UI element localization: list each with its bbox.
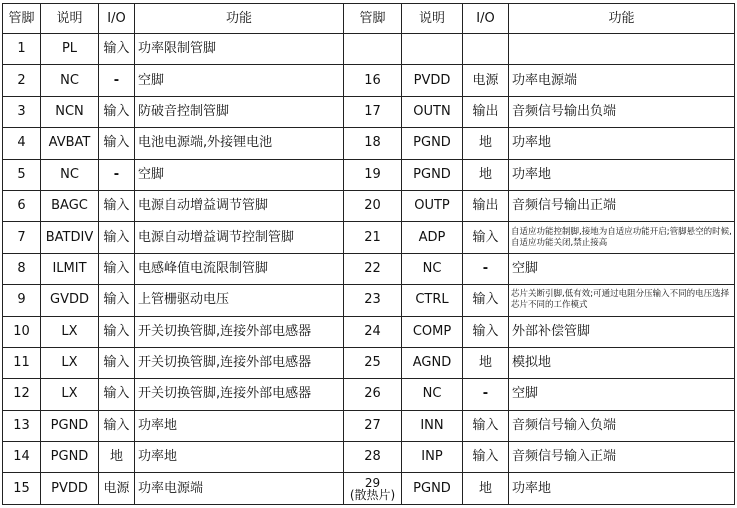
pin-io-right: - (463, 379, 509, 410)
table-row (3, 65, 735, 96)
header-func-right: 功能 (509, 4, 735, 34)
pin-io-right: 输入 (463, 442, 509, 473)
pin-name-right: COMP (402, 316, 463, 347)
pin-name-left: GVDD (41, 285, 99, 316)
pin-io-left: 输入 (99, 285, 135, 316)
pin-io-left: 输入 (99, 253, 135, 284)
pin-name-left: PGND (41, 410, 99, 441)
pin-number-note: (散热片) (349, 487, 396, 502)
pin-io-left: 输入 (99, 190, 135, 221)
pin-number-left: 1 (3, 34, 41, 65)
pin-function-right: 音频信号输出正端 (509, 190, 735, 221)
pin-number-left: 6 (3, 190, 41, 221)
table-row (3, 473, 735, 505)
table-row (3, 285, 735, 316)
pin-name-left: LX (41, 379, 99, 410)
pin-io-right: 输入 (463, 285, 509, 316)
pin-function-left: 开关切换管脚,连接外部电感器 (135, 347, 344, 378)
table-row (3, 347, 735, 378)
pin-number-right: 18 (344, 128, 402, 159)
pin-name-left: PVDD (41, 473, 99, 505)
pin-io-right: 地 (463, 128, 509, 159)
pin-number-left: 10 (3, 316, 41, 347)
pin-name-left: PGND (41, 442, 99, 473)
header-desc-left: 说明 (41, 4, 99, 34)
pin-function-left: 开关切换管脚,连接外部电感器 (135, 379, 344, 410)
header-pin-right: 管脚 (344, 4, 402, 34)
pin-io-left: 输入 (99, 379, 135, 410)
pin-io-left: 输入 (99, 410, 135, 441)
header-io-right: I/O (463, 4, 509, 34)
pin-number-left: 15 (3, 473, 41, 505)
pin-function-right: 音频信号输出负端 (509, 96, 735, 127)
pin-io-right: 输入 (463, 316, 509, 347)
pin-function-left: 开关切换管脚,连接外部电感器 (135, 316, 344, 347)
pin-io-left: 电源 (99, 473, 135, 505)
pin-io-left: 输入 (99, 34, 135, 65)
pin-number-right: 26 (344, 379, 402, 410)
pin-function-right: 模拟地 (509, 347, 735, 378)
pin-io-right: 地 (463, 473, 509, 505)
pin-io-left: 地 (99, 442, 135, 473)
pin-number-right: 25 (344, 347, 402, 378)
pin-function-left: 电源自动增益调节控制管脚 (135, 222, 344, 253)
pin-name-left: BATDIV (41, 222, 99, 253)
table-row (3, 379, 735, 410)
pin-io-right: 输入 (463, 410, 509, 441)
header-desc-right: 说明 (402, 4, 463, 34)
pin-name-right: PVDD (402, 65, 463, 96)
pin-io-left: 输入 (99, 316, 135, 347)
header-io-left: I/O (99, 4, 135, 34)
pin-function-left: 电池电源端,外接锂电池 (135, 128, 344, 159)
table-row (3, 316, 735, 347)
pin-name-left: NC (41, 159, 99, 190)
pin-number-left: 9 (3, 285, 41, 316)
pin-name-left: PL (41, 34, 99, 65)
table-header-row (3, 4, 735, 34)
pin-number-right: 27 (344, 410, 402, 441)
pin-number-right: 20 (344, 190, 402, 221)
header-pin-left: 管脚 (3, 4, 41, 34)
pin-io-right (463, 34, 509, 65)
pin-io-left: - (99, 65, 135, 96)
pin-function-left: 空脚 (135, 159, 344, 190)
pin-function-left: 功率限制管脚 (135, 34, 344, 65)
pin-name-left: LX (41, 316, 99, 347)
pin-io-right: 电源 (463, 65, 509, 96)
pin-number-right: 24 (344, 316, 402, 347)
pin-function-right: 空脚 (509, 253, 735, 284)
pin-name-left: NCN (41, 96, 99, 127)
pin-number-right: 21 (344, 222, 402, 253)
pin-function-right: 音频信号输入负端 (509, 410, 735, 441)
pin-number-left: 11 (3, 347, 41, 378)
pin-function-right: 自适应功能控制脚,接地为自适应功能开启;管脚悬空的时候,自适应功能关闭,禁止接高 (509, 222, 735, 253)
pin-number-value: 29 (364, 475, 381, 490)
pin-function-left: 上管栅驱动电压 (135, 285, 344, 316)
pin-name-left: BAGC (41, 190, 99, 221)
pin-number-right: 28 (344, 442, 402, 473)
pin-name-left: NC (41, 65, 99, 96)
pin-io-right: - (463, 253, 509, 284)
pin-function-right: 空脚 (509, 379, 735, 410)
pin-number-left: 2 (3, 65, 41, 96)
pin-number-left: 4 (3, 128, 41, 159)
pin-function-right: 功率电源端 (509, 65, 735, 96)
pin-function-right: 功率地 (509, 128, 735, 159)
pin-io-left: 输入 (99, 222, 135, 253)
pin-function-right (509, 34, 735, 65)
pin-number-left: 12 (3, 379, 41, 410)
pin-name-right: INN (402, 410, 463, 441)
pin-number-right: 22 (344, 253, 402, 284)
pin-function-right: 外部补偿管脚 (509, 316, 735, 347)
table-row (3, 442, 735, 473)
pin-number-left: 14 (3, 442, 41, 473)
pin-name-left: AVBAT (41, 128, 99, 159)
pin-function-left: 电源自动增益调节管脚 (135, 190, 344, 221)
pin-number-right (344, 34, 402, 65)
pin-number-right: 17 (344, 96, 402, 127)
pin-function-right: 音频信号输入正端 (509, 442, 735, 473)
pin-io-right: 输入 (463, 222, 509, 253)
table-row (3, 128, 735, 159)
table-row (3, 222, 735, 253)
table-row (3, 253, 735, 284)
pin-number-right: 16 (344, 65, 402, 96)
pin-io-left: 输入 (99, 347, 135, 378)
pin-number-left: 8 (3, 253, 41, 284)
pin-name-right: PGND (402, 159, 463, 190)
table-row (3, 190, 735, 221)
pin-number-right: 23 (344, 285, 402, 316)
pin-number-left: 5 (3, 159, 41, 190)
pin-name-left: LX (41, 347, 99, 378)
pin-io-right: 地 (463, 347, 509, 378)
table-body (3, 34, 735, 505)
pin-name-right: AGND (402, 347, 463, 378)
pin-number-left: 7 (3, 222, 41, 253)
pin-io-left: - (99, 159, 135, 190)
pin-name-right: OUTN (402, 96, 463, 127)
pin-number-right: 19 (344, 159, 402, 190)
pin-name-right: PGND (402, 128, 463, 159)
pin-name-right: OUTP (402, 190, 463, 221)
pin-function-left: 防破音控制管脚 (135, 96, 344, 127)
pin-function-left: 功率地 (135, 442, 344, 473)
pin-function-left: 功率电源端 (135, 473, 344, 505)
pin-name-right: ADP (402, 222, 463, 253)
pin-name-right: CTRL (402, 285, 463, 316)
pin-number-left: 3 (3, 96, 41, 127)
pin-name-right: NC (402, 379, 463, 410)
header-func-left: 功能 (135, 4, 344, 34)
pin-name-right: PGND (402, 473, 463, 505)
pin-io-left: 输入 (99, 128, 135, 159)
table-row (3, 96, 735, 127)
pin-function-left: 空脚 (135, 65, 344, 96)
pin-function-right: 功率地 (509, 473, 735, 505)
pin-name-right (402, 34, 463, 65)
pin-function-right: 功率地 (509, 159, 735, 190)
pin-name-right: NC (402, 253, 463, 284)
pin-name-left: ILMIT (41, 253, 99, 284)
pin-description-table (2, 3, 735, 505)
pin-name-right: INP (402, 442, 463, 473)
pin-number-right (344, 473, 402, 505)
pin-io-right: 输出 (463, 190, 509, 221)
table-row (3, 34, 735, 65)
pin-function-left: 功率地 (135, 410, 344, 441)
pin-function-left: 电感峰值电流限制管脚 (135, 253, 344, 284)
pin-io-left: 输入 (99, 96, 135, 127)
pin-number-left: 13 (3, 410, 41, 441)
table-row (3, 410, 735, 441)
table-row (3, 159, 735, 190)
pin-io-right: 输出 (463, 96, 509, 127)
pin-io-right: 地 (463, 159, 509, 190)
pin-function-right: 芯片关断引脚,低有效;可通过电阻分压输入不同的电压选择芯片不同的工作模式 (509, 285, 735, 316)
